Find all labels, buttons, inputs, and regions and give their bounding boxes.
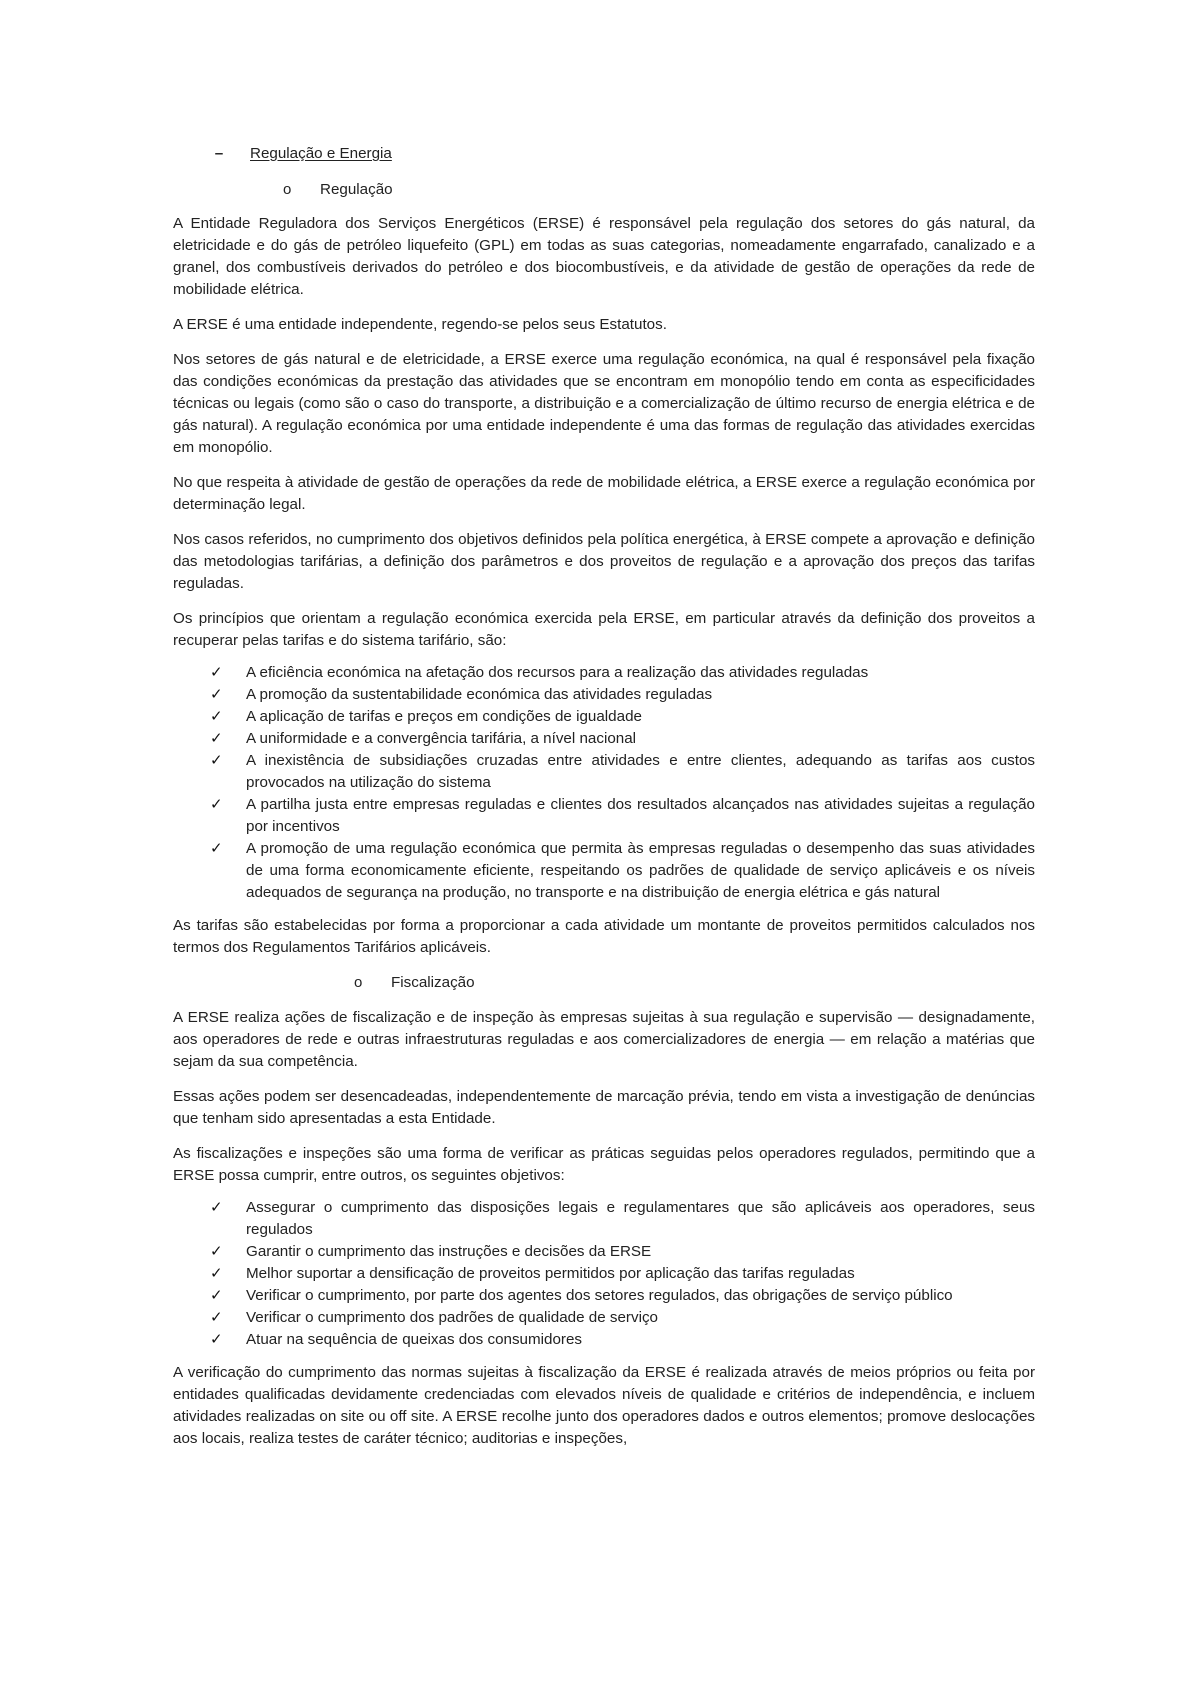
list-item <box>173 1329 1035 1351</box>
list-item-text: Melhor suportar a densificação de proveitos permitidos por aplicação das tarifas reguladas <box>246 1265 855 1282</box>
section-title: Regulação e Energia <box>250 145 392 162</box>
subsection-title-regulacao: Regulação <box>320 181 393 198</box>
paragraph: No que respeita à atividade de gestão de operações da rede de mobilidade elétrica, a ERSE exerce a regulação económica por determinação legal. <box>173 474 1035 513</box>
checkmark-icon: ✓ <box>210 752 223 769</box>
paragraph: Nos casos referidos, no cumprimento dos objetivos definidos pela política energética, à ERSE compete a aprovação e definição das metodologias tarifárias, a definição dos parâmetros e dos proveitos de regulação e a aprovação dos preços das tarifas reguladas. <box>173 531 1035 592</box>
checkmark-icon: ✓ <box>210 664 223 681</box>
list-item <box>173 1263 1035 1285</box>
list-item-text: A eficiência económica na afetação dos recursos para a realização das atividades reguladas <box>246 664 869 681</box>
dash-bullet-icon: – <box>214 145 224 162</box>
list-item-text: A uniformidade e a convergência tarifária, a nível nacional <box>246 730 637 747</box>
list-item <box>173 684 1035 706</box>
list-item <box>173 706 1035 728</box>
principles-list <box>173 662 1035 904</box>
paragraph: A ERSE realiza ações de fiscalização e de inspeção às empresas sujeitas à sua regulação e supervisão — designadamente, aos operadores de rede e outras infraestruturas reguladas e aos comercializadores de energia — em relação a matérias que sejam da sua competência. <box>173 1009 1035 1070</box>
list-item <box>173 838 1035 904</box>
checkmark-icon: ✓ <box>210 686 223 703</box>
paragraph: As tarifas são estabelecidas por forma a proporcionar a cada atividade um montante de proveitos permitidos calculados nos termos dos Regulamentos Tarifários aplicáveis. <box>173 917 1035 956</box>
list-item-text: A promoção da sustentabilidade económica das atividades reguladas <box>246 686 713 703</box>
paragraph: A Entidade Reguladora dos Serviços Energéticos (ERSE) é responsável pela regulação dos setores do gás natural, da eletricidade e do gás de petróleo liquefeito (GPL) em todas as suas categorias, nomeadamente engarrafado, canalizado e a granel, dos combustíveis derivados do petróleo e dos biocombustíveis, e da atividade de gestão de operações da rede de mobilidade elétrica. <box>173 215 1035 298</box>
list-item-text: Verificar o cumprimento dos padrões de qualidade de serviço <box>246 1309 658 1326</box>
checkmark-icon: ✓ <box>210 708 223 725</box>
checkmark-icon: ✓ <box>210 730 223 747</box>
paragraph: A ERSE é uma entidade independente, regendo-se pelos seus Estatutos. <box>173 316 667 333</box>
list-item-text: Atuar na sequência de queixas dos consumidores <box>246 1331 583 1348</box>
checkmark-icon: ✓ <box>210 1287 223 1304</box>
subsection-title-fiscalizacao: Fiscalização <box>391 974 475 991</box>
list-item-text: A aplicação de tarifas e preços em condições de igualdade <box>246 708 642 725</box>
list-item-text: A inexistência de subsidiações cruzadas entre atividades e entre clientes, adequando as tarifas aos custos provocados na utilização do sistema <box>246 752 1035 791</box>
list-item-text: A partilha justa entre empresas reguladas e clientes dos resultados alcançados nas atividades sujeitas a regulação por incentivos <box>246 796 1035 835</box>
list-item-text: Assegurar o cumprimento das disposições legais e regulamentares que são aplicáveis aos operadores, seus regulados <box>246 1199 1035 1238</box>
checkmark-icon: ✓ <box>210 1199 223 1216</box>
paragraph: A verificação do cumprimento das normas sujeitas à fiscalização da ERSE é realizada através de meios próprios ou feita por entidades qualificadas devidamente credenciadas com elevados níveis de qualidade e critérios de independência, e incluem atividades realizadas on site ou off site. A ERSE recolhe junto dos operadores dados e outros elementos; promove deslocações aos locais, realiza testes de caráter técnico; auditorias e inspeções, <box>173 1364 1035 1447</box>
list-item <box>173 1197 1035 1241</box>
checkmark-icon: ✓ <box>210 840 223 857</box>
list-item <box>173 662 1035 684</box>
circle-bullet-icon: o <box>354 974 363 991</box>
checkmark-icon: ✓ <box>210 1309 223 1326</box>
document-body <box>173 143 1035 1463</box>
paragraph: Nos setores de gás natural e de eletricidade, a ERSE exerce uma regulação económica, na qual é responsável pela fixação das condições económicas da prestação das atividades que se encontram em monopólio tendo em conta as especificidades técnicas ou legais (como são o caso do transporte, a distribuição e a comercialização de último recurso de energia elétrica e de gás natural). A regulação económica por uma entidade independente é uma das formas de regulação das atividades exercidas em monopólio. <box>173 351 1035 456</box>
objectives-list <box>173 1197 1035 1351</box>
list-item <box>173 1307 1035 1329</box>
list-item-text: Garantir o cumprimento das instruções e decisões da ERSE <box>246 1243 652 1260</box>
list-item <box>173 728 1035 750</box>
checkmark-icon: ✓ <box>210 1265 223 1282</box>
subsection-heading-regulacao <box>173 179 1035 201</box>
list-item <box>173 794 1035 838</box>
list-item <box>173 750 1035 794</box>
paragraph: As fiscalizações e inspeções são uma forma de verificar as práticas seguidas pelos operadores regulados, permitindo que a ERSE possa cumprir, entre outros, os seguintes objetivos: <box>173 1145 1035 1184</box>
paragraph: Os princípios que orientam a regulação económica exercida pela ERSE, em particular através da definição dos proveitos a recuperar pelas tarifas e do sistema tarifário, são: <box>173 610 1035 649</box>
checkmark-icon: ✓ <box>210 796 223 813</box>
subsection-heading-fiscalizacao <box>173 972 1035 994</box>
list-item <box>173 1285 1035 1307</box>
section-heading <box>173 143 1035 165</box>
checkmark-icon: ✓ <box>210 1243 223 1260</box>
paragraph: Essas ações podem ser desencadeadas, independentemente de marcação prévia, tendo em vista a investigação de denúncias que tenham sido apresentadas a esta Entidade. <box>173 1088 1035 1127</box>
list-item-text: Verificar o cumprimento, por parte dos agentes dos setores regulados, das obrigações de serviço público <box>246 1287 953 1304</box>
circle-bullet-icon: o <box>283 181 292 198</box>
checkmark-icon: ✓ <box>210 1331 223 1348</box>
list-item <box>173 1241 1035 1263</box>
list-item-text: A promoção de uma regulação económica que permita às empresas reguladas o desempenho das suas atividades de uma forma economicamente eficiente, respeitando os padrões de qualidade de serviço aplicáveis e os níveis adequados de segurança na produção, no transporte e na distribuição de energia elétrica e gás natural <box>246 840 1035 901</box>
